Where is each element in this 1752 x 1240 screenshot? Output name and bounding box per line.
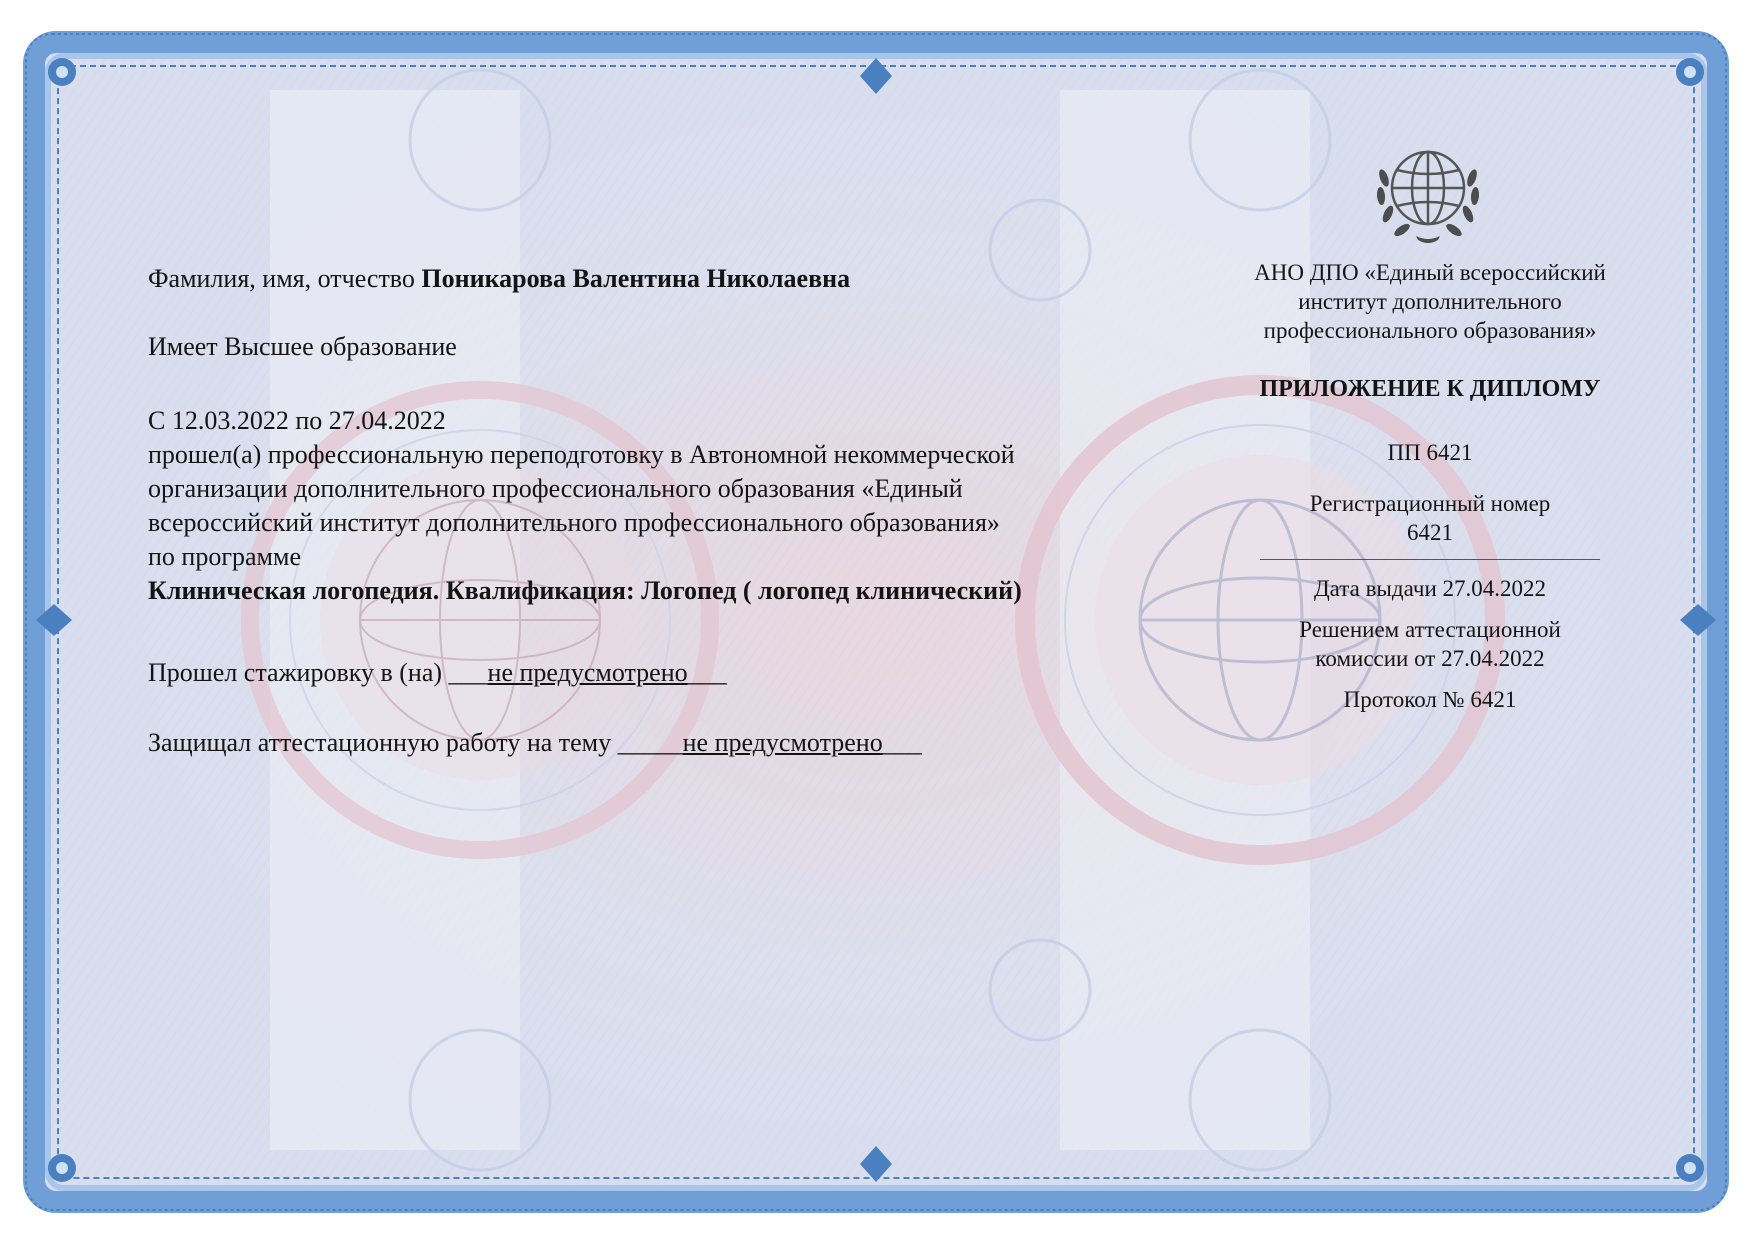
internship-value: не предусмотрено (487, 658, 688, 687)
thesis-row (148, 726, 1028, 760)
protocol-number: Протокол № 6421 (1343, 687, 1517, 712)
issue-date: Дата выдачи 27.04.2022 (1313, 576, 1547, 601)
institution-name: АНО ДПО «Единый всероссийский институт дополнительного профессионального образования» (1254, 260, 1606, 343)
thesis-blank-lead: _____ (617, 728, 683, 757)
full-name-label: Фамилия, имя, отчество (148, 264, 415, 293)
series-number: ПП 6421 (1387, 440, 1473, 465)
internship-row (148, 656, 1028, 690)
thesis-blank-tail: ___ (882, 728, 922, 757)
divider-line (1260, 559, 1600, 560)
education-line: Имеет Высшее образование (148, 332, 457, 361)
training-period: С 12.03.2022 по 27.04.2022 (148, 406, 446, 435)
full-name-row (148, 262, 1028, 296)
registration-number: 6421 (1407, 520, 1453, 545)
full-name-value: Поникарова Валентина Николаевна (421, 264, 851, 293)
internship-blank-lead: ___ (448, 658, 488, 687)
program-name: Клиническая логопедия. Квалификация: Логопед ( логопед клинический) (148, 576, 1022, 605)
appendix-info (1250, 258, 1610, 714)
thesis-value: не предусмотрено (682, 728, 883, 757)
document-title: ПРИЛОЖЕНИЕ К ДИПЛОМУ (1259, 376, 1601, 402)
thesis-label: Защищал аттестационную работу на тему (148, 728, 612, 757)
registration-label: Регистрационный номер (1309, 491, 1551, 516)
internship-label: Прошел стажировку в (на) (148, 658, 443, 687)
internship-blank-tail: ___ (687, 658, 727, 687)
training-description: прошел(а) профессиональную переподготовку в Автономной некоммерческой организации дополнительного профессионального образования «Единый всероссийский институт дополнительного профессионального образования» по программе (148, 440, 1015, 571)
student-details (148, 262, 1028, 760)
globe-emblem-icon (1368, 138, 1488, 246)
commission-decision: Решением аттестационной комиссии от 27.04.2022 (1299, 617, 1561, 671)
